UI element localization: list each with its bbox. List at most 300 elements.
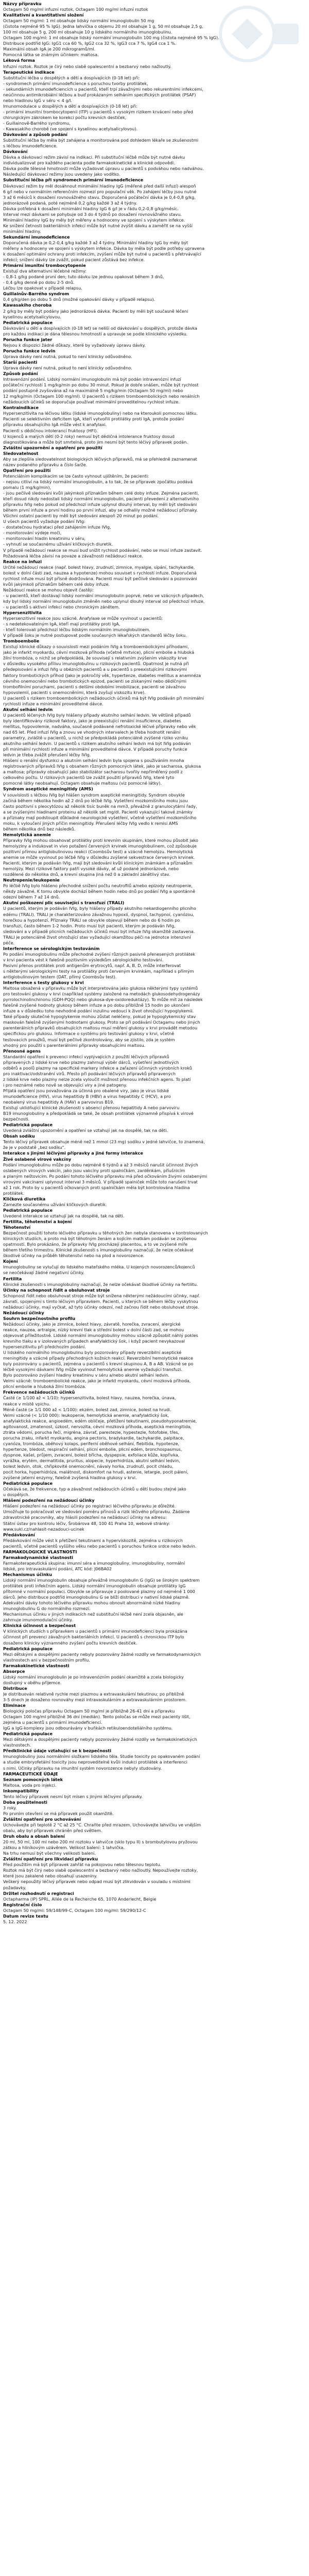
section-heading: Kličková diuretika [3,1196,46,1201]
section-heading: Hemolytická anemie [3,832,51,837]
text-line: počáteční rychlostí 1 mg/kg/min po dobu 30 minut. Pokud je dobře snášen, může být rychlost [3,382,199,388]
text-line: cyanóza, trombóza, oběhový kolaps, periferní oběhové selhání, flebitida, hypotenze, [3,1440,180,1446]
text-line: a studie embryofetální toxicity jsou neproveditelné kvůli indukci protilátek a interferenci [3,1759,187,1765]
text-line: Existují uklidňující klinické zkušenosti s absencí přenosu hepatitidy A nebo parvoviru [3,1105,180,1111]
section-heading: Reakce na infuzi [3,558,42,564]
section-heading: Klinická účinnost a bezpečnost [3,1623,76,1629]
text-line: rychlosti infuze a minimální proveditelné dávce. [3,701,104,706]
text-line: a maltosa; přípravky obsahující jako stabilizátor sacharosu tvořily nepřiměřený podíl z [3,769,183,775]
text-line: - nejsou citliví na lidský normální imunoglobulin, a to tak, že se přípravek zpočátku podává [3,479,193,484]
text-line: že je v podstatě „bez sodíku“. [3,1145,66,1150]
section-heading: Starší pacienti [3,359,38,365]
text-line: vyrážka, erytém, dermatitida, pruritus, alopecie, hyperhidróza, akutní selhání ledvin, [3,1458,180,1463]
text-line: s nimi. Účinky přípravku na imunitní systém novorozence nebyly studovány. [3,1765,162,1771]
text-line: Imunoglobuliny se vylučují do lidského mateřského mléka. U kojených novorozenců/kojenců [3,1264,195,1270]
section-heading: Farmakokinetické vlastnosti [3,1663,70,1668]
text-line: během třetího trimestru. Klinické zkušenosti s imunoglobuliny naznačují, že nelze očekávat [3,1247,194,1253]
text-line: 3 až 6 měsíců k dosažení rovnovážného stavu. Doporučená počáteční dávka je 0,4-0,8 g/kg, [3,194,196,200]
text-line: název podaného přípravku a číslo šarže. [3,462,88,467]
text-line: cévního onemocnění nebo trombotických epizod, pacienti se získanými nebo dědičnými [3,678,187,684]
section-heading: Pediatrická populace [3,1481,53,1486]
text-line: Intravenózní podání. Lidský normální imunoglobulin má být podán intravenózní infuzí [3,377,181,382]
text-line: protilátek proti infekčním agens. Lidský normální imunoglobulin obsahuje protilátky IgG [3,1583,186,1589]
text-line: B19 imunoglobuliny a předpokládá se také, že obsah protilátek významně přispívá k virové [3,1111,194,1116]
text-line: - primární imunitní trombocytopenii (ITP) u pacientů s vysokým rizikem krvácení nebo před [3,109,193,114]
text-line: nežádoucích účinků se doporučuje používat minimální proveditelnou rychlost infuze. [3,399,180,405]
text-line: Minimální hladiny IgG by měly být měřeny a hodnoceny ve spojení s výskytem infekce. [3,217,185,223]
text-line: při minimální rychlosti infuze a minimální proveditelné dávce. V případě poruchy funkce [3,747,187,752]
text-line: Pomocná látka se známým účinkem: maltosa. [3,52,99,58]
text-line: - 0,8-1 g/kg podané první den; tuto dávku lze jednou opakovat během 3 dnů, [3,274,164,280]
text-line: žilní trombóza, o nichž se předpokládá, že souvisejí s relativním zvýšením viskozity krve [3,655,187,661]
text-line: Na trhu nemusí být všechny velikosti balení. [3,1851,96,1856]
text-line: Pasivní přenos protilátek proti antigenům erytrocytů, např. A, B, D, může interferovat [3,962,181,968]
section-heading: Léková forma [3,58,35,63]
section-heading: Seznam pomocných látek [3,1776,63,1782]
text-line: přítomné v normální populaci. Obvykle se připravuje z poolované plazmy od nejméně 1 000 [3,1589,195,1595]
section-heading: Fertilita, těhotenství a kojení [3,1219,72,1225]
text-line: akutního selhání ledvin. U pacientů s rizikem akutního selhání ledvin má být IVIg podáván [3,741,191,747]
text-line: antiglobulinovým testem (DAT, přímý Coombsův test). [3,974,117,980]
text-line: - syndromech primární imunodeficience s poruchou tvorby protilátek, [3,80,148,86]
text-line: hypertenze, bledost, respirační selhání, plicní embolie, plicní edém, bronchospasmus, [3,1446,182,1452]
text-line: U pacientů léčených IVIg byly hlášeny případy akutního selhání ledvin. Ve většině případů [3,712,191,718]
text-line: opatrností. Bylo prokázáno, že přípravky IVIg procházejí placentou, a to ve zvýšené míře [3,1242,188,1247]
text-line: protilátek. [3,1190,25,1196]
text-line: plicní embolie a hluboká žilní trombóza. [3,1384,86,1389]
text-line: Hlášení podezření na nežádoucí účinky po registraci léčivého přípravku je důležité. [3,1503,176,1509]
text-line: Nežádoucí reakce se mohou objevit častěji: [3,587,94,592]
text-line: zdravotnické pracovníky, aby hlásili podezření na nežádoucí účinky na adresu: [3,1515,167,1520]
text-line: podání postupně zvyšována až na maximálně 5 mg/kg/min (Octagam 50 mg/ml) nebo [3,388,183,394]
text-line: začíná během několika hodin až 2 dnů po léčbě IVIg. Vyšetření mozkomíšního moku jsou [3,798,188,803]
text-line: nežádoucí účinky, mají vyčkat, až tyto účinky odezní, než začnou řídit nebo obsluhovat stroje. [3,1304,199,1310]
text-line: Hypersenzitivní reakce jsou vzácné. Anafylaxe se může vyvinout u pacientů: [3,616,163,621]
text-line: lidské, pro intravaskulární podání, ATC kód: J06BA02 [3,1566,112,1571]
section-heading: Zvláštní opatření pro uchovávání [3,1816,81,1822]
text-line: 20 ml, 50 ml, 100 ml nebo 200 ml roztoku v lahvičce (sklo typu II) s brombutylovou pryžovou [3,1839,198,1845]
section-heading: Pediatrická populace [3,1731,53,1737]
text-line: měřeny a hodnoceny ve spojení s výskytem infekce. Dávka by měla být podle potřeby upravena [3,246,205,251]
text-line: sledováni a v případě plicních nežádoucích účinků musí být infuze IVIg okamžitě zastavena. [3,928,195,934]
text-line: Zamezte současnému užívání kličkových diuretik. [3,1201,107,1207]
text-line: imunodeficience (HIV), virus hepatitidy B (HBV) a virus hepatitidy C (HCV), a pro [3,1094,171,1099]
text-line: - dostatečnou hydrataci před zahájením infuze IVIg, [3,524,111,530]
text-line: přípravku IVIg nebo pokud od předchozí infuze uplynul dlouhý interval, by měli být sledováni [3,502,197,507]
text-line: chirurgickým zákrokem ke korekci počtu krevních destiček, [3,114,127,120]
text-line: s léčbou imunodeficience. [3,143,58,149]
text-line: Bezpečnost použití tohoto léčivého přípravku u těhotných žen nebyla stanovena v kontrolovaných [3,1230,208,1236]
text-line: Je distribuován relativně rychle mezi plazmou a extravaskulární tekutinou; po přibližně [3,1691,184,1697]
section-heading: Porucha funkce jater [3,336,53,342]
text-line: Klinické zkušenosti s imunoglobuliny naznačují, že nelze očekávat škodlivé účinky na fertilitu. [3,1281,198,1287]
text-line: byly identifikovány rizikové faktory, jako je preexistující renální insuficience, diabetes [3,718,181,723]
text-line: požadavky. [3,1885,26,1890]
section-heading: Datum revize textu [3,1913,48,1919]
section-heading: Držitel rozhodnutí o registraci [3,1890,74,1896]
text-line: Uvedená zvláštní upozornění a opatření se vztahují jak na dospělé, tak na děti. [3,1128,168,1133]
text-line: hemolýzy. Mezi rizikové faktory patří vysoké dávky, ať už podané jednorázově, nebo [3,866,179,872]
text-line: infuze a v důsledku toho nevhodné podání inzulinu vedoucí k život ohrožující hypoglykemii. [3,1008,194,1014]
text-line: trombofilními poruchami, pacienti s delšími obdobími imobilizace, pacienti se závažnou [3,684,186,689]
text-line: z lidské krve nebo plazmy nelze zcela vyloučit možnost přenosu infekčních agens. To platí [3,1076,191,1082]
text-line: transfuzi, často během 1-2 hodin. Proto musí být pacienti, kterým je podáván IVIg, [3,923,176,928]
text-line: Velmi vzácné (< 1/10 000): leukopenie, hemolytická anemie, anafylaktický šok, [3,1412,169,1418]
text-line: U lidského normálního imunoglobulinu byly pozorovány případy reverzibilní aseptické [3,1350,182,1355]
section-heading: Absorpce [3,1668,25,1674]
section-heading: Fertilita [3,1276,22,1281]
text-line: Substituční léčba u dospělých a dětí a dospívajících (0-18 let) při: [3,75,140,80]
text-line: V klinických studiích s přípravkem u pacientů s primární imunodeficiencí byla prokázána [3,1629,187,1634]
text-line: hypovolemií, pacienti s onemocněními, která zvyšují viskozitu krve). [3,689,146,695]
text-line: Pacienti s dědičnou intolerancí fruktosy (HFI). [3,428,98,433]
section-heading: Inkompatibility [3,1788,39,1793]
text-line: imunoglobulinu G do normálního rozmezí. [3,1606,91,1612]
section-heading: Hlášení podezření na nežádoucí účinky [3,1498,95,1503]
text-line: - Guillainově-Barrého syndromu, [3,120,71,126]
text-line: 100 ml obsahuje 5 g, 200 ml obsahuje 10 g lidského normálního imunoglobulinu. [3,29,173,35]
text-line: Léčbu lze opakovat v případě relapsu. [3,285,82,291]
section-heading: Mechanismus účinku [3,1571,52,1577]
text-line: Dávkování u dětí a dospívajících (0-18 let) se neliší od dávkování u dospělých, protože dávka [3,325,197,331]
text-line: Po podání imunoglobulinu může přechodné zvýšení různých pasivně přenesených protilátek [3,951,196,957]
text-line: Dávka a dávkovací režim závisí na indikaci. Při substituční léčbě může být nutné dávku [3,155,185,160]
text-line: 2 g/kg by měly být podány jako jednorázová dávka. Pacienti by měli být současně léčeni [3,308,188,314]
section-heading: Dávkování a způsob podání [3,132,67,138]
text-line: bolest ledvin, otok, chřipkovité onemocnění, návaly horka, zrudnutí, pocit chladu, [3,1464,174,1469]
text-line: pomocné látky neobsahují. Octagam obsahuje maltosu (viz pomocné látky). [3,781,162,786]
text-line: Uvedené interakce se vztahují jak na dospělé, tak na děti. [3,1213,125,1218]
text-line: Maltosa, voda pro injekci. [3,1782,57,1788]
section-heading: Zvláštní upozornění a opatření pro použití [3,445,102,450]
section-heading: Interference se sérologickým testováním [3,945,100,951]
text-line: Octagam 50 mg/ml: 1 ml obsahuje lidský normální imunoglobulin 50 mg [3,18,154,24]
text-line: dosaženo klinicky významného zvýšení počtu krevních destiček. [3,1640,138,1646]
text-line: Méně časté (≥ 1/1 000 až < 1/100): ekzém, bolest zad, zimnice, bolest na hrudi. [3,1406,171,1412]
text-line: anafylaktická reakce, angioedém, edém obličeje, přetížení tekutinami, pseudohyponatremie, [3,1418,197,1423]
text-line: Velmi vzácně: tromboembolické reakce, jako je infarkt myokardu, cévní mozková příhoda, [3,1378,191,1384]
text-line: V případě šoku je nutné postupovat podle současných lékařských standardů léčby šoku. [3,633,187,638]
text-line: kyselinou acetylsalicylovou. [3,314,61,319]
text-line: Hlášení o renální dysfunkci a akutním selhání ledvin byla spojena s používáním mnoha [3,758,184,764]
text-line: přípravku obsahujícího IgA může vést k anafylaxi. [3,422,107,428]
text-line: agitovanost, zmatenost, úzkost, nervozita, cévní mozková příhoda, aseptická meningitida, [3,1423,192,1429]
section-heading: FARMACEUTICKÉ ÚDAJE [3,1771,58,1776]
text-line: 5. 12. 2022 [3,1919,27,1924]
text-line: Úprava dávky není nutná, pokud to není klinicky odůvodněno. [3,353,132,359]
section-heading: Porucha funkce ledvin [3,348,56,353]
section-heading: Přenosné agens [3,1048,41,1054]
section-heading: Pediatrická populace [3,1646,53,1651]
text-line: mellitus, hypovolemie, nadváha, současně podávané nefrotoxické léčivé přípravky nebo věk [3,723,196,729]
text-line: hypersenzitivitu při předchozím podání. [3,1344,86,1350]
text-line: Přijatá opatření jsou považována za účinná pro obalené viry, jako je virus lidské [3,1088,169,1093]
text-line: testovacích proužků, musí být pečlivě zkontrolovány, aby se zjistilo, zda je systém [3,1037,175,1042]
text-line: účinnost při prevenci závažných bakteriálních infekcí. U pacientů s chronickou ITP bylo [3,1634,184,1640]
text-line: Dávka podle tělesné hmotnosti může vyžadovat úpravu u pacientů s podváhou nebo nadváhou. [3,166,204,172]
text-line: Mezi dětskými a dospělými pacienty nebyly pozorovány žádné rozdíly ve farmakokinetických [3,1737,197,1742]
section-heading: Názvy přípravku [3,1,42,6]
text-line: ztráta vědomí, porucha řeči, migréna, závrať, parestezie, hypestezie, fotofobie, třes, [3,1429,180,1435]
text-line: specifickou pro glukosu. Informace o systému pro testování glukosy v krvi, včetně [3,1031,175,1037]
section-heading: Akutní selhání ledvin [3,706,53,712]
text-line: 0,4 g/kg/den po dobu 5 dnů (možné opakování dávky v případě relapsu). [3,297,156,302]
text-line: u dospělých. [3,1492,30,1498]
text-line: Imunomodulace u dospělých a dětí a dospívajících (0-18 let) při: [3,103,138,109]
text-line: připravených z lidské krve nebo plazmy zahrnují výběr dárců, vyšetření jednotlivých [3,1059,179,1065]
text-line: předepisování a infuzi IVIg u obézních pacientů a u pacientů s preexistujícími rizikovými [3,667,187,672]
text-line: Mezi dětskými a dospělými pacienty nebyly pozorovány žádné rozdíly ve farmakodynamických [3,1651,201,1657]
text-line: Bylo pozorováno zvýšení hladiny kreatininu v séru a/nebo akutní selhání ledvin. [3,1372,169,1378]
section-heading: Souhrn bezpečnostního profilu [3,1315,76,1321]
text-line: bezpečnosti. [3,1116,30,1122]
text-line: klinických studiích, a proto má být těhotným ženám a kojícím matkám podáván se zvýšenou [3,1236,197,1242]
text-line: Po léčbě IVIg bylo hlášeno přechodné snížení počtu neutrofilů a/nebo epizody neutropenie, [3,883,193,889]
text-line: - vyhnutí se současnému užívání kličkových diuretik. [3,541,113,547]
text-line: U pacientů, kterým je podáván IVIg, byly hlášeny případy akutního nekardiogenního plicního [3,906,196,911]
text-line: infekcí; snížení dávky lze zvážit, pokud pacient zůstává bez infekce. [3,257,145,263]
text-line: zejména u pacientů s primární imunodeficiencí. [3,1720,102,1725]
text-line: - kteří tolerovali předchozí léčbu lidským normálním imunoglobulinem. [3,627,150,633]
section-heading: Primární imunitní trombocytopenie [3,263,86,268]
text-line: - sekundárních imunodeficiencích u pacientů, kteří trpí závažnými nebo rekurentními infekcemi, [3,86,203,92]
text-line: pro testování glukosy v krvi (například systémy založené na metodách glukosodehydrogenázy [3,991,200,997]
section-heading: Guillainův-Barrého syndrom [3,291,70,297]
text-line: hemolyziny a indukovat in vivo potažení červených krvinek imunoglobulinem, což způsobuje [3,843,197,849]
text-line: Mechanismus účinku v jiných indikacích než substituční léčbě není zcela objasněn, ale [3,1612,183,1617]
text-line: (čistota nejméně 95 % IgG). Jedna lahvička o objemu 20 ml obsahuje 1 g, 50 ml obsahuje 2,5 g, [3,24,203,29]
text-line: Octagam 50 mg/ml: 59/148/99-C, Octagam 100 mg/ml: 59/290/12-C [3,1907,146,1913]
text-line: anemie se může vyvinout po léčbě IVIg v důsledku zvýšené sekvestrace červených krvinek. [3,855,195,860]
text-line: Po prvním otevření se má přípravek použít okamžitě. [3,1810,114,1816]
text-line: neúčinnou antimikrobiální léčbou a buď prokázaným selháním specifických protilátek (PSAF) [3,92,196,97]
text-line: Maximální obsah IgA je 200 mikrogramů/ml. [3,46,96,52]
text-line: pomalu (1 mg/kg/min), [3,484,52,490]
text-line: Časté (≥ 1/100 až < 1/10): hypersenzitivita, bolest hlavy, nauzea, horečka, únava, [3,1395,176,1401]
text-line: až 1 rok. Proto by u pacientů očkovaných proti spalničkám měla být kontrolována hladina [3,1184,190,1190]
text-line: Před použitím má být přípravek zahřát na pokojovou nebo tělesnou teplotu. [3,1862,162,1868]
text-line: Určité nežádoucí reakce (např. bolest hlavy, zrudnutí, zimnice, myalgie, sípání, tachykardie, [3,564,195,570]
text-line: nad 65 let. Před infuzí IVIg a znovu ve vhodných intervalech je třeba hodnotit renální [3,730,181,735]
text-line: U kojenců a malých dětí (0-2 roky) nemusí být dědičná intolerance fruktosy dosud [3,433,175,439]
section-heading: Pediatrická populace [3,319,53,325]
text-line: Schopnost řídit nebo obsluhovat stroje může být snížena některými nežádoucími účinky, např. [3,1293,200,1298]
section-heading: Kojení [3,1259,18,1264]
text-line: Také případy skutečné hypoglykemie mohou zůstat neléčeny, pokud je hypoglykemický stav [3,1014,196,1020]
text-line: maskován falešně zvýšenými hodnotami glukosy. Proto se při podávání Octagamu nebo jiných [3,1020,200,1025]
text-line: v důsledku vysokého přílivu imunoglobulinu u rizikových pacientů. Opatrnost je nutná při [3,661,189,667]
text-line: objevovat příležitostně. Lidské normální imunoglobuliny mohou vzácně způsobit náhlý pokles [3,1332,198,1338]
text-line: Následující dávkovací režimy jsou uvedeny jako vodítko. [3,172,121,177]
text-line: Adekvátní dávky tohoto léčivého přípravku mohou obnovit abnormálně nízké hladiny [3,1600,180,1606]
section-heading: Hypersenzitivita [3,610,42,616]
text-line: vlastnostech ani v bezpečnostním profilu. [3,1657,90,1663]
section-heading: Způsob podání [3,371,38,377]
section-heading: FARMAKOLOGICKÉ VLASTNOSTI [3,1549,77,1554]
text-line: v krvi pacienta vést k falešně pozitivním výsledkům sérologického testování. [3,957,163,962]
text-line: meningitidy a vzácné případy přechodných kožních reakcí. Reverzibilní hemolytické reakce [3,1355,193,1361]
text-line: k dosažení optimální ochrany proti infekcím, zvýšení může být nutné u pacientů s přetrvávající [3,251,201,257]
text-line: edému (TRALI). TRALI je charakterizováno závažnou hypoxií, dyspnoí, tachypnoí, cyanózou, [3,911,194,917]
section-heading: Kontraindikace [3,405,39,411]
text-line: Farmakoterapeutická skupina: imunní séra a imunoglobuliny, imunoglobuliny, normální [3,1560,185,1566]
text-line: Uchovávejte při teplotě 2 °C až 25 °C. Chraňte před mrazem. Uchovávejte lahvičku ve vnějším [3,1822,201,1827]
text-line: pocit horka, hyperhidróza, malátnost, diskomfort na hrudi, astenie, letargie, pocit pálení, [3,1469,188,1475]
section-heading: Frekvence nežádoucích účinků [3,1389,75,1395]
text-line: dostupný v oběhu příjemce. [3,1680,62,1685]
text-line: škodlivé účinky na průběh těhotenství nebo na plod a novorozence. [3,1253,145,1259]
text-line: oslabených virových vakcín, jako jsou vakcíny proti spalničkám, zarděnkám, příušnicím [3,1167,185,1173]
text-line: často pozitivní s pleocytózou až několik tisíc buněk na mm3, převážně z granulocytární řady, [3,803,197,809]
text-line: jednorázově podaná, poté nejméně 0,2 g/kg každé 3 až 4 týdny. [3,200,138,206]
text-line: Potenciálním komplikacím se lze často vyhnout ujištěním, že pacienti: [3,473,149,479]
text-line: a příznaky mají podstoupit důkladné neurologické vyšetření, včetně vyšetření mozkomíšního [3,815,197,820]
text-line: Infuzní roztok. Roztok je čirý nebo slabě opalescentní a bezbarvý nebo nažloutlý. [3,63,171,69]
text-line: Nežádoucí účinky, jako je zimnice, bolest hlavy, závratě, horečka, zvracení, alergické [3,1321,181,1327]
text-line: Ke snížení četnosti bakteriálních infekcí může být nutné zvýšit dávku a zaměřit se na vyšší [3,223,193,228]
text-line: Předávkování může vést k přetížení tekutinami a hyperviskozitě, zejména u rizikových [3,1537,183,1543]
text-line: Tento léčivý přípravek nesmí být mísen s jinými léčivými přípravky. [3,1793,143,1799]
text-line: Dávkovací režim by měl dosáhnout minimální hladiny IgG (měřené před další infuzí) alespoň [3,183,196,189]
text-line: Umožňuje to pokračovat ve sledování poměru přínosů a rizik léčivého přípravku. Žádáme [3,1509,190,1515]
text-line: a planým neštovicím. Po podání tohoto léčivého přípravku má před očkováním živými oslabenými [3,1173,208,1179]
text-line: i pro neznámé nebo nově se objevující viry a jiné patogeny. [3,1082,127,1088]
text-line: Dávka potřebná k dosažení minimální hladiny IgG 6 g/l je v řádu 0,2-0,8 g/kg/měsíc. [3,206,179,211]
text-line: jako je infarkt myokardu, cévní mozková příhoda (včetně mrtvice), plicní embolie a hluboká [3,650,195,655]
text-line: léčbě vysokými dávkami IVIg může vyvinout hemolytická anemie vyžadující transfuzi. [3,1367,182,1372]
section-heading: Registrační číslo [3,1902,42,1907]
text-line: vhodný pro použití s parenterálními přípravky obsahujícími maltosu. [3,1042,146,1048]
text-line: faktory trombotických příhod (jako je pokročilý věk, hypertenze, diabetes mellitus a anamnéza [3,672,201,678]
text-line: parenterálních přípravků obsahujících maltosu musí měření glukosy v krvi provádět metodou [3,1025,198,1031]
text-line: celkového počtu. U rizikových pacientů lze zvážit použití přípravků IVIg, které tyto [3,775,175,781]
section-heading: Dávkování [3,149,28,155]
section-heading: Eliminace [3,1703,26,1708]
text-line: Podání imunoglobulinu může po dobu nejméně 6 týdnů a až 3 měsíců narušit účinnost živých [3,1162,198,1167]
text-line: kvůli jakýmkoli příznakům během celé doby infuze. [3,581,110,587]
section-heading: Účinky na schopnost řídit a obsluhovat stroje [3,1287,110,1293]
text-line: zahrnuje imunomodulační účinky. [3,1617,73,1623]
text-line: Octagam 50 mg/ml infuzní roztok, Octagam 100 mg/ml infuzní roztok [3,7,148,12]
section-heading: Nežádoucí účinky [3,1310,44,1315]
text-line: diagnostikována a může být smrtelná, proto jim nesmí být tento léčivý přípravek podán. [3,439,188,445]
text-line: Roztok má být čirý nebo slabě opalescentní a bezbarvý nebo nažloutlý. Nepoužívejte roztoky, [3,1868,198,1873]
section-heading: Sledovatelnost [3,450,39,456]
text-line: s některými sérologickými testy na protilátky proti červeným krvinkám, například s přímým [3,968,194,974]
text-line: Veškerý nepoužitý léčivý přípravek nebo odpad musí být zlikvidován v souladu s místními [3,1879,191,1885]
text-line: Očekává se, že frekvence, typ a závažnost nežádoucích účinků u dětí budou stejné jako [3,1486,186,1492]
text-line: 12 mg/kg/min (Octagam 100 mg/ml). U pacientů s rizikem tromboembolických nebo renálních [3,394,200,399]
text-line: registrovaných přípravků IVIg s obsahem různých pomocných látek, jako je sacharosa, glukosa [3,764,201,769]
section-heading: Interference s testy glukosy v krvi [3,980,84,986]
text-line: V případě nežádoucí reakce se musí buď snížit rychlost podávání, nebo se musí infuze zastavit. [3,547,202,553]
text-line: během několika dnů bez následků. [3,826,76,832]
text-line: odezní během 7 až 14 dnů. [3,894,60,900]
section-heading: Předávkování [3,1532,35,1537]
text-line: - s nedetekovatelným IgA, kteří mají protilátky proti IgA, [3,621,121,627]
text-line: které jsou zakalené nebo obsahují usazeniny. [3,1873,97,1879]
section-heading: Obsah sodíku [3,1133,35,1139]
text-line: Státní ústav pro kontrolu léčiv, Šrobárova 48, 100 41 Praha 10, webové stránky: [3,1520,170,1526]
section-heading: Syndrom aseptické meningitidy (AMS) [3,786,93,792]
text-line: Tento léčivý přípravek obsahuje méně než 1 mmol (23 mg) sodíku v jedné lahvičce, to znamená, [3,1139,205,1145]
text-line: Octapharma (IP) SPRL, Allée de la Recherche 65, 1070 Anderlecht, Belgie [3,1896,157,1902]
section-heading: Akutní poškození plic související s transfuzí (TRALI) [3,900,125,906]
text-line: Hypersenzitivita na léčivou látku (lidské imunoglobuliny) nebo na kteroukoli pomocnou látku. [3,411,198,416]
text-line: - u pacientů s aktivní infekcí nebo chronickým zánětem. [3,604,120,609]
text-line: V souvislosti s léčbou IVIg byl hlášen syndrom aseptické meningitidy. Syndrom obvykle [3,792,185,798]
text-line: porucha zraku, infarkt myokardu, angina pectoris, bradykardie, tachykardie, palpitace, [3,1435,184,1440]
section-heading: Substituční léčba při syndromech primární imunodeficience [3,177,144,183]
text-line: Biologický poločas přípravku Octagam 50 mg/ml je přibližně 26-41 dní a přípravku [3,1708,175,1714]
text-line: Octagam 100 mg/ml: 1 ml obsahuje lidský normální imunoglobulin 100 mg (čistota nejméně 95 % IgG). [3,35,219,41]
text-line: parametry, zvláště u pacientů, u nichž se předpokládá potenciálně zvýšené riziko vzniku [3,735,188,741]
section-heading: Kvalitativní a kvantitativní složení [3,12,84,18]
text-line: Imunoglobuliny jsou normálními složkami lidského těla. Studie toxicity po opakovaném podání [3,1754,200,1759]
text-line: U všech pacientů vyžaduje podání IVIg: [3,519,85,524]
text-line: Substituční léčba by měla být zahájena a monitorována pod dohledem lékaře se zkušenostmi [3,138,199,143]
text-line: pro inaktivaci/odstranění virů. Přesto při podávání léčivých přípravků připravených [3,1071,176,1076]
text-line: byly pozorovány u pacientů, zejména u pacientů s krevní skupinou A, B a AB. Vzácně se po [3,1361,194,1367]
section-heading: Těhotenství [3,1225,31,1230]
text-line: vlastnostech. [3,1742,31,1748]
text-line: Lidský normální imunoglobulin je po intravenózním podání okamžitě a zcela biologicky [3,1674,184,1680]
text-line: - 0,4 g/kg denně po dobu 2-5 dnů. [3,280,75,285]
section-heading: Druh obalu a obsah balení [3,1834,65,1839]
text-line: někdy závažné. K tomu obvykle dochází během hodin nebo dnů po podání IVIg a spontánně [3,889,195,894]
text-line: Nejsou k dispozici žádné důkazy, které by vyžadovaly úpravu dávky. [3,342,146,348]
text-line: 6 g/l nebo v normálním referenčním rozmezí pro populační věk. Po zahájení léčby jsou nutné [3,189,197,194]
text-line: pyrrolochinolinchinonu (GDH-PQQ) nebo glukosa-dye-oxidoreduktázy). To může mít za následek [3,997,203,1003]
text-line: pozitivní přímou antiglobulinovou reakci (Coombsův test) a vzácně hemolýzu. Hemolytická [3,849,193,854]
text-line: Pacienti se selektivním deficitem IgA, kteří vytvořili protilátky proti IgA, protože podání [3,416,184,422]
text-line: Existují klinické důkazy o souvislosti mezi podáním IVIg a tromboembolickými příhodami, [3,644,189,650]
text-line: neobalený virus hepatitidy A (HAV) a parvovirus B19. [3,1099,114,1105]
text-line: Interval mezi dávkami se pohybuje od 3 do 4 týdnů po dosažení rovnovážného stavu. [3,211,182,217]
text-line: Pacienti, kterým je podáván IVIg, mají být sledováni kvůli klinickým známkám a příznakům [3,860,193,866]
text-line: Octagam 100 mg/ml přibližně 36 dní (medián). Tento poločas se může mezi pacienty lišit, [3,1714,191,1720]
text-line: Existují dva alternativní léčebné režimy: [3,268,87,274]
text-line: 3 roky. [3,1805,17,1810]
section-heading: Terapeutické indikace [3,69,55,75]
section-heading: Kawasakiho choroba [3,302,52,308]
text-line: Distribuce podtříd IgG: IgG1 cca 60 %, IgG2 cca 32 %, IgG3 cca 7 %, IgG4 cca 1 %. [3,41,177,46]
text-line: falešně zvýšené hodnoty glukosy během infuze a po dobu přibližně 15 hodin po ukončení [3,1003,190,1008]
text-line: virovými vakcínami uplynout interval 3 měsíců. V případě spalniček může toto narušení trvat [3,1179,198,1184]
section-heading: Pediatrická populace [3,1207,53,1213]
text-line: rozdělené do několika dnů, a krevní skupina jiná než 0 a základní zánětlivý stav. [3,872,170,877]
section-heading: Opatření pro použití [3,467,51,473]
text-line: odběrů a poolů plazmy na specifické markery infekce a zařazení účinných výrobních kroků [3,1065,192,1071]
section-heading: Distribuce [3,1685,27,1691]
text-line: TRALI je potenciálně život ohrožující stav vyžadující okamžitou péči na jednotce intenzivní [3,934,191,940]
section-heading: Neutropenie/leukopenie [3,877,60,883]
text-line: moku, k vyloučení jiných příčin meningitidy. Přerušení léčby IVIg vedlo k remisi AMS [3,820,178,826]
text-line: ledvin je třeba zvážit přerušení léčby IVIg. [3,752,91,758]
section-heading: Doba použitelnosti [3,1799,47,1805]
text-line: péče. [3,940,15,945]
text-line: - Kawasakiho chorobě (ve spojení s kyselinou acetylsalicylovou). [3,126,138,132]
text-line: rychlost infuze musí být přísně dodržována. Pacienti musí být pečlivě sledováni a pozorováni [3,575,197,581]
section-heading: Předklinické údaje vztahující se k bezpečnosti [3,1748,112,1754]
text-line: Doporučená dávka je 0,2-0,4 g/kg každé 3 až 4 týdny. Minimální hladiny IgG by měly být [3,240,188,245]
section-heading: Tromboembolie [3,638,40,644]
section-heading: Interakce s jinými léčivými přípravky a jiné formy interakce [3,1150,143,1156]
text-line: krevního tlaku a v izolovaných případech anafylaktický šok, i když pacient nevykazoval [3,1338,185,1344]
text-line: reakce v místě vpichu. [3,1401,50,1406]
text-line: - monitorování výdeje moči, [3,530,62,536]
section-heading: Zvláštní opatření pro likvidaci přípravku [3,1856,98,1862]
